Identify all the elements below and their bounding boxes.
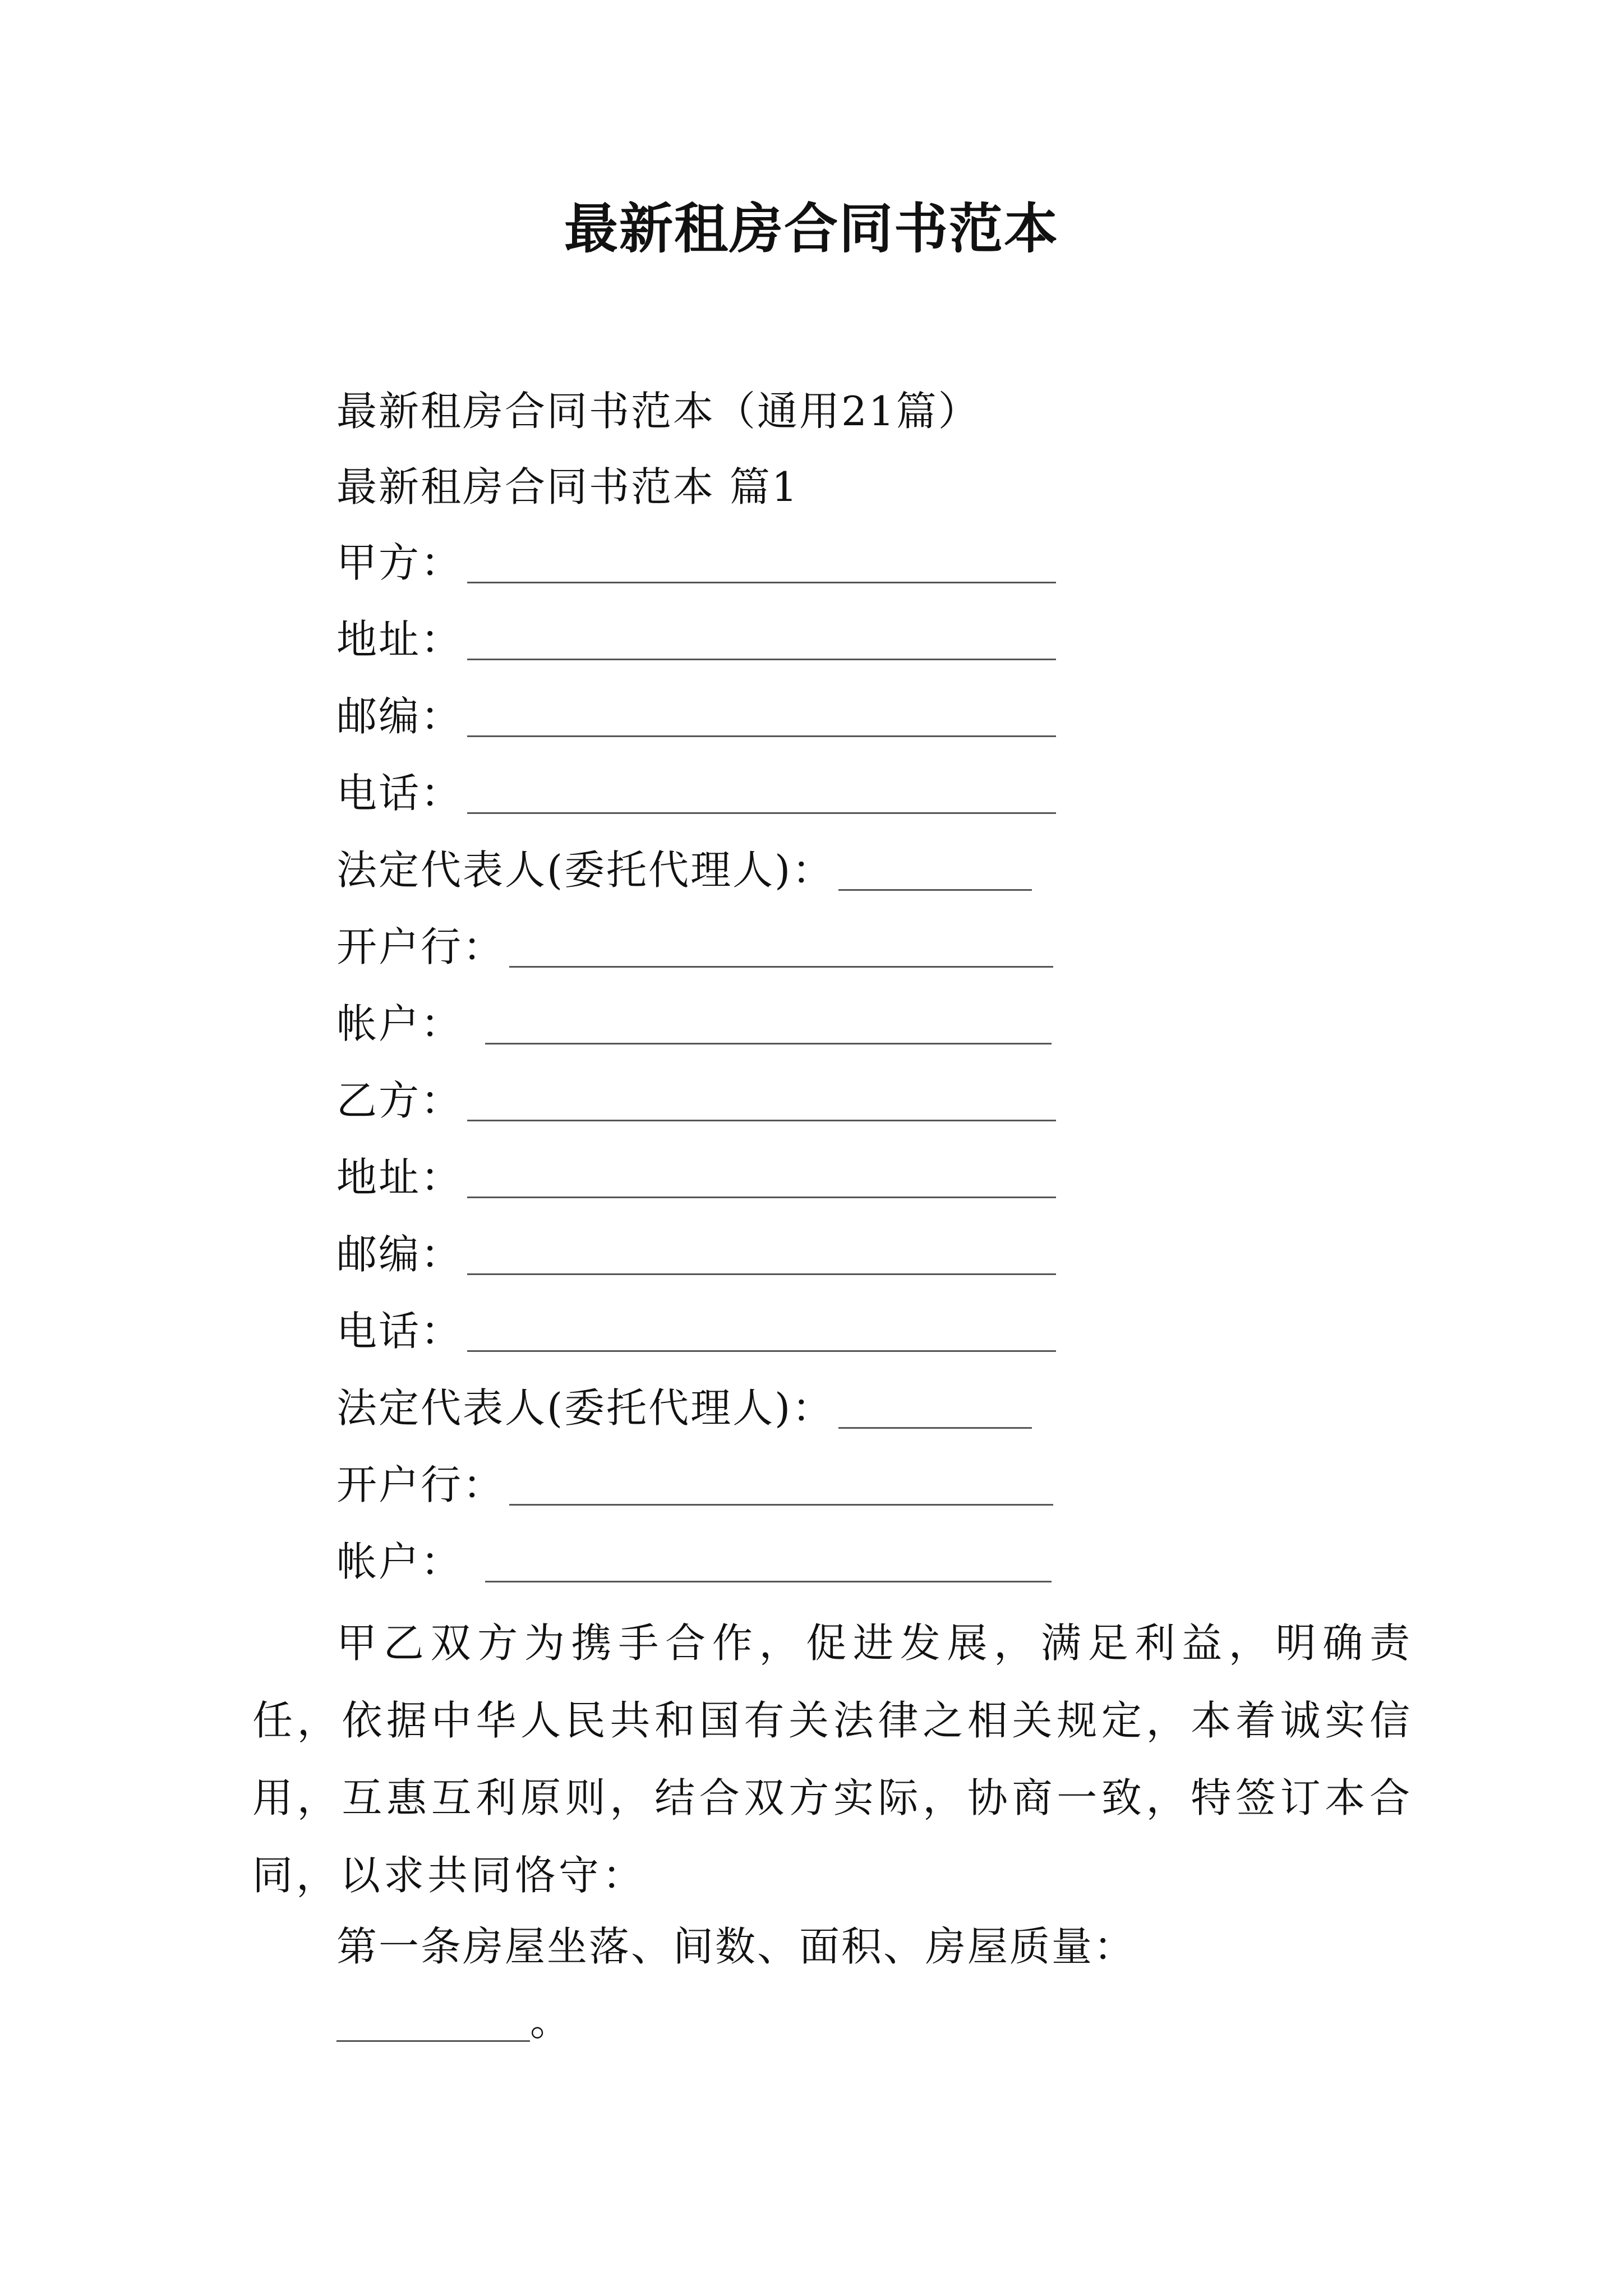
party-a-address-label: 地址： — [336, 616, 463, 663]
party-b-address-row — [336, 1153, 1056, 1202]
party-b-blank[interactable] — [467, 1086, 1056, 1121]
party-a-legal-rep-label: 法定代表人(委托代理人)： — [336, 846, 834, 894]
party-b-address-blank[interactable] — [467, 1163, 1056, 1198]
party-b-legal-rep-label: 法定代表人(委托代理人)： — [336, 1384, 834, 1432]
party-b-label: 乙方： — [336, 1077, 463, 1124]
party-b-account-row — [336, 1538, 1052, 1586]
party-a-legal-rep-blank[interactable] — [838, 855, 1032, 891]
party-a-postcode-blank[interactable] — [467, 702, 1056, 737]
party-a-postcode-row — [336, 692, 1056, 740]
party-b-legal-rep-blank[interactable] — [838, 1393, 1032, 1429]
party-b-bank-label: 开户行： — [336, 1461, 505, 1508]
party-a-phone-row — [336, 769, 1056, 817]
article-1-content-row — [336, 1997, 570, 2045]
party-a-phone-label: 电话： — [336, 770, 463, 817]
party-a-phone-blank[interactable] — [467, 779, 1056, 814]
party-b-account-label: 帐户： — [336, 1538, 463, 1585]
party-a-legal-rep-row — [336, 846, 1032, 894]
party-a-bank-row — [336, 923, 1053, 971]
party-b-bank-row — [336, 1461, 1053, 1509]
party-b-legal-rep-row — [336, 1384, 1032, 1432]
party-b-bank-blank[interactable] — [509, 1470, 1053, 1506]
document-title: 最新租房合同书范本 — [564, 197, 1059, 260]
party-b-postcode-row — [336, 1230, 1056, 1278]
party-a-label: 甲方： — [336, 539, 463, 586]
party-b-postcode-label: 邮编： — [336, 1231, 463, 1278]
party-a-bank-label: 开户行： — [336, 923, 505, 970]
preamble-paragraph: 甲乙双方为携手合作，促进发展，满足利益，明确责任，依据中华人民共和国有关法律之相关规定，本着诚实信用，互惠互利原则，结合双方实际，协商一致，特签订本合同，以求共同恪守： — [252, 1619, 1413, 1899]
party-b-row — [336, 1076, 1056, 1125]
document-subtitle: 最新租房合同书范本（通用21篇） — [336, 388, 980, 435]
article-1-end-mark: 。 — [530, 1998, 571, 2045]
party-a-account-blank[interactable] — [485, 1009, 1052, 1045]
party-a-row — [336, 539, 1056, 587]
party-a-bank-blank[interactable] — [509, 932, 1053, 968]
party-b-phone-blank[interactable] — [467, 1317, 1056, 1352]
article-1-heading: 第一条房屋坐落、间数、面积、房屋质量： — [336, 1923, 1136, 1970]
section-heading: 最新租房合同书范本 篇1 — [336, 463, 799, 510]
article-1-blank[interactable] — [336, 2007, 530, 2042]
party-a-address-row — [336, 615, 1056, 664]
party-b-phone-row — [336, 1307, 1056, 1355]
party-a-address-blank[interactable] — [467, 625, 1056, 660]
party-b-account-blank[interactable] — [485, 1547, 1052, 1582]
party-b-phone-label: 电话： — [336, 1308, 463, 1355]
party-a-blank[interactable] — [467, 548, 1056, 583]
party-b-postcode-blank[interactable] — [467, 1240, 1056, 1275]
party-a-account-row — [336, 1000, 1052, 1048]
party-b-address-label: 地址： — [336, 1154, 463, 1201]
party-a-account-label: 帐户： — [336, 1000, 463, 1047]
party-a-postcode-label: 邮编： — [336, 693, 463, 740]
